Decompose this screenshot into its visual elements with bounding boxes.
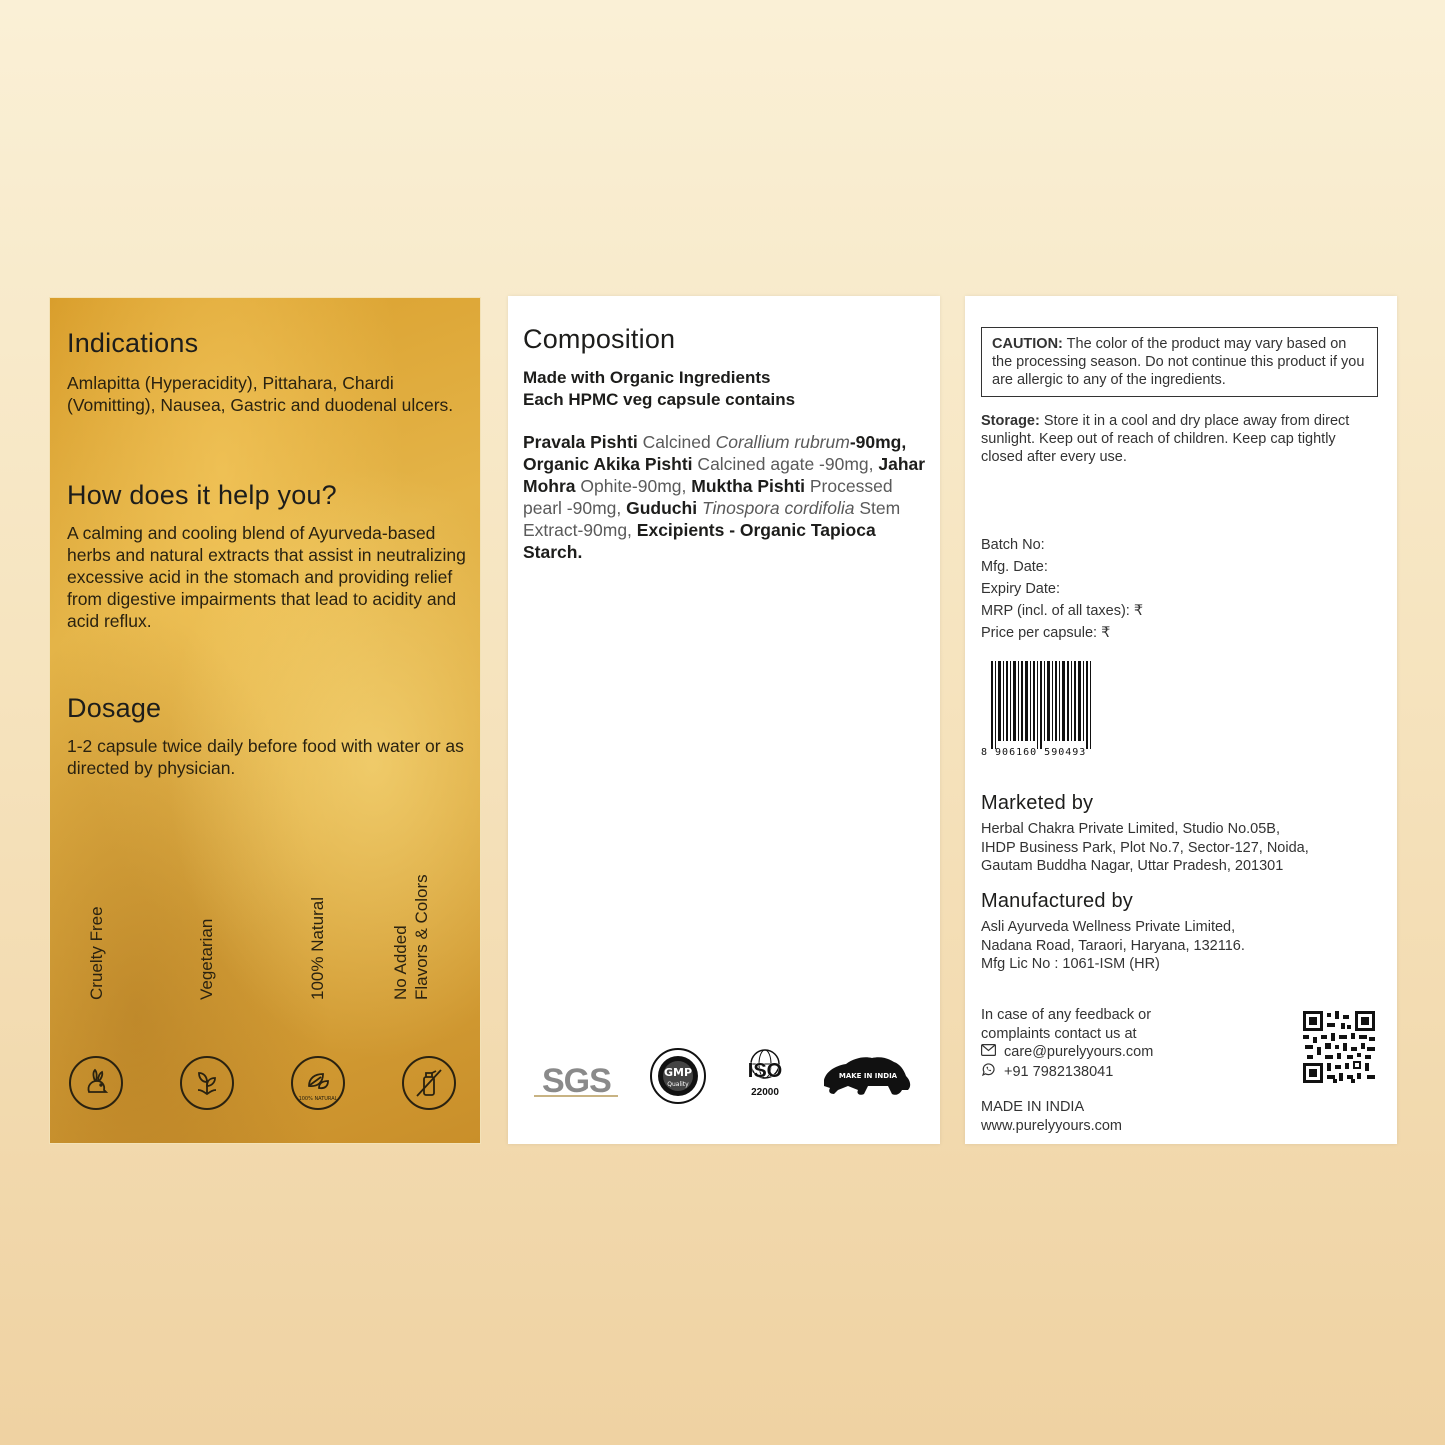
iso-number: 22000 bbox=[751, 1087, 779, 1098]
footer-info bbox=[981, 1098, 1122, 1135]
no-spray-icon bbox=[402, 1056, 456, 1110]
how-text: A calming and cooling blend of Ayurveda-based herbs and natural extracts that assist in neutralizing excessive acid in the stomach and providing relief from digestive impairments that lead to acidity and acid reflux. bbox=[67, 523, 466, 631]
contact-info bbox=[981, 1006, 1153, 1082]
sgs-logo bbox=[534, 1062, 618, 1100]
dosage-heading: Dosage bbox=[67, 693, 162, 723]
address-line: Mfg Lic No : 1061-ISM (HR) bbox=[981, 956, 1160, 972]
storage-info bbox=[981, 412, 1381, 466]
qr-code bbox=[1303, 1011, 1375, 1088]
composition-sub-line2: Each HPMC veg capsule contains bbox=[523, 390, 796, 409]
address-line: Asli Ayurveda Wellness Private Limited, bbox=[981, 919, 1236, 935]
gmp-text: GMP bbox=[663, 1066, 693, 1079]
ingredient-dose: -90mg, bbox=[849, 432, 907, 452]
iso-text: ISO bbox=[747, 1060, 783, 1082]
certification-logos bbox=[508, 1046, 940, 1106]
phone-link[interactable]: +91 7982138041 bbox=[1004, 1063, 1114, 1080]
ingredient-name: Jahar Mohra bbox=[523, 454, 926, 496]
ingredient-name: Muktha Pishti bbox=[691, 476, 806, 496]
badge-label-no-added-line1: No Added bbox=[391, 925, 410, 1000]
ingredient-latin: Tinospora cordifolia bbox=[701, 498, 855, 518]
contact-line1: In case of any feedback or bbox=[981, 1007, 1152, 1023]
expiry-date-field: Expiry Date: bbox=[981, 581, 1060, 597]
caution-box bbox=[981, 327, 1378, 397]
mail-icon bbox=[981, 1043, 996, 1062]
address-line: Herbal Chakra Private Limited, Studio No.05B, bbox=[981, 821, 1281, 837]
badge-label-vegetarian: Vegetarian bbox=[197, 918, 216, 1000]
ingredient-name: Organic Akika Pishti bbox=[523, 454, 693, 474]
marketed-by-heading: Marketed by bbox=[981, 792, 1094, 814]
storage-text: Store it in a cool and dry place away from direct sunlight. Keep out of reach of children. Keep cap tightly closed after every use. bbox=[981, 413, 1350, 465]
gmp-logo bbox=[651, 1049, 705, 1103]
whatsapp-icon bbox=[981, 1062, 996, 1083]
leaf-hand-icon bbox=[180, 1056, 234, 1110]
badge-label-natural: 100% Natural bbox=[308, 896, 327, 1000]
barcode bbox=[981, 661, 1105, 762]
indications-panel bbox=[49, 297, 481, 1144]
ingredient-name: Guduchi bbox=[626, 498, 698, 518]
ingredient-desc: Stem Extract-90mg, bbox=[523, 498, 901, 540]
make-in-india-logo bbox=[824, 1057, 910, 1095]
composition-subheading bbox=[523, 367, 795, 411]
email-link[interactable]: care@purelyyours.com bbox=[1004, 1044, 1154, 1060]
manufactured-by-address bbox=[981, 918, 1381, 974]
contact-line2: complaints contact us at bbox=[981, 1025, 1137, 1042]
mfg-date-field: Mfg. Date: bbox=[981, 559, 1048, 575]
dosage-text: 1-2 capsule twice daily before food with water or as directed by physician. bbox=[67, 736, 464, 778]
address-line: IHDP Business Park, Plot No.7, Sector-127, Noida, bbox=[981, 839, 1309, 856]
ingredient-latin: Corallium rubrum bbox=[715, 432, 850, 452]
product-info-panel bbox=[965, 296, 1397, 1144]
price-per-capsule-field: Price per capsule: ₹ bbox=[981, 625, 1111, 641]
address-line: Nadana Road, Taraori, Haryana, 132116. bbox=[981, 937, 1245, 954]
website-link[interactable]: www.purelyyours.com bbox=[981, 1117, 1123, 1134]
ingredient-name: Excipients - Organic Tapioca Starch. bbox=[523, 520, 876, 562]
storage-label: Storage: bbox=[981, 413, 1040, 429]
composition-sub-line1: Made with Organic Ingredients bbox=[523, 368, 771, 387]
badge-label-no-added bbox=[390, 874, 432, 1000]
feature-badges bbox=[50, 874, 482, 1118]
caution-text: The color of the product may vary based on the processing season. Do not continue this product if you are allergic to any of the ingredients. bbox=[992, 336, 1365, 388]
indications-heading: Indications bbox=[67, 328, 199, 358]
mrp-field: MRP (incl. of all taxes): ₹ bbox=[981, 603, 1144, 619]
badge-label-cruelty-free: Cruelty Free bbox=[87, 906, 106, 1000]
batch-fields bbox=[981, 534, 1143, 644]
caution-label: CAUTION: bbox=[992, 336, 1063, 352]
address-line: Gautam Buddha Nagar, Uttar Pradesh, 201301 bbox=[981, 858, 1284, 874]
natural-leaf-icon bbox=[291, 1056, 345, 1110]
composition-heading: Composition bbox=[523, 324, 676, 354]
marketed-by-address bbox=[981, 820, 1381, 876]
ingredient-name: Pravala Pishti bbox=[523, 432, 638, 452]
batch-no-field: Batch No: bbox=[981, 537, 1045, 553]
ingredient-desc: Calcined bbox=[637, 432, 716, 452]
badge-label-no-added-line2: Flavors & Colors bbox=[412, 874, 431, 1000]
make-in-india-text: MAKE IN INDIA bbox=[838, 1072, 898, 1080]
iso-logo bbox=[748, 1050, 782, 1098]
ingredient-desc: Processed pearl -90mg, bbox=[523, 476, 893, 518]
ingredient-desc: Ophite-90mg, bbox=[575, 476, 692, 496]
rabbit-icon bbox=[69, 1056, 123, 1110]
barcode-digits: 8 906160 590493 bbox=[981, 747, 1087, 757]
how-heading: How does it help you? bbox=[67, 480, 337, 510]
gmp-sub-text: Quality bbox=[667, 1081, 689, 1088]
natural-ring-text: 100% NATURAL bbox=[298, 1096, 338, 1102]
indications-text: Amlapitta (Hyperacidity), Pittahara, Chardi (Vomitting), Nausea, Gastric and duodenal ulcers. bbox=[67, 373, 454, 415]
composition-panel bbox=[508, 296, 940, 1144]
sgs-text: SGS bbox=[542, 1062, 611, 1100]
composition-list bbox=[523, 431, 928, 563]
ingredient-desc: Calcined agate -90mg, bbox=[692, 454, 874, 474]
manufactured-by-heading: Manufactured by bbox=[981, 890, 1133, 912]
made-in-india-text: MADE IN INDIA bbox=[981, 1099, 1085, 1115]
